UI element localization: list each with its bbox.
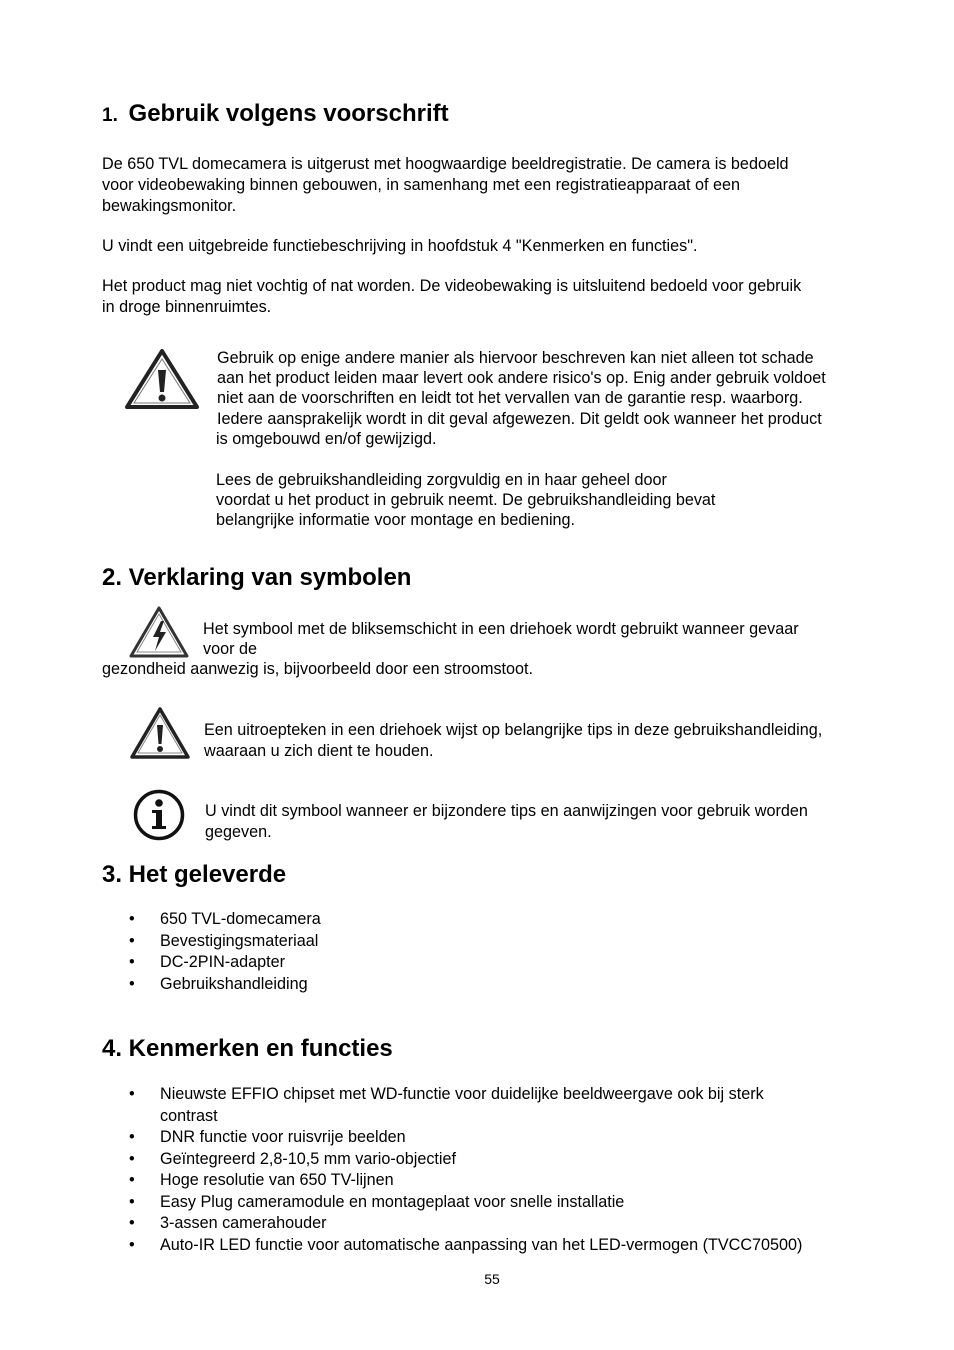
list-item: • Gebruikshandleiding [129,974,308,993]
text-line: voor de [203,640,257,658]
text-line: voordat u het product in gebruik neemt. De gebruikshandleiding bevat [216,491,716,509]
section-1-title: Gebruik volgens voorschrift [128,100,449,127]
lightning-triangle-icon [128,605,190,659]
text-line: Gebruik op enige andere manier als hiervoor beschreven kan niet alleen tot schade [217,349,814,367]
section-2-heading: 2. Verklaring van symbolen [102,564,412,591]
page-number: 55 [484,1271,500,1287]
text-line: Lees de gebruikshandleiding zorgvuldig en in haar geheel door [216,471,667,489]
text-line: niet aan de voorschriften en leidt tot het vervallen van de garantie resp. waarborg. [217,389,803,407]
text-line: Het product mag niet vochtig of nat worden. De videobewaking is uitsluitend bedoeld voor gebruik [102,277,802,295]
text-line: Het symbool met de bliksemschicht in een driehoek wordt gebruikt wanneer gevaar [203,620,799,638]
text-line: gezondheid aanwezig is, bijvoorbeeld door een stroomstoot. [102,660,534,678]
list-item: • Geïntegreerd 2,8-10,5 mm vario-objectief [129,1149,457,1168]
section-4-heading: 4. Kenmerken en functies [102,1035,393,1062]
text-line: De 650 TVL domecamera is uitgerust met hoogwaardige beeldregistratie. De camera is bedoeld [102,155,789,173]
reference-paragraph: U vindt een uitgebreide functiebeschrijving in hoofdstuk 4 "Kenmerken en functies". [102,237,698,255]
text-line: gegeven. [205,823,272,841]
text-line: U vindt dit symbool wanneer er bijzondere tips en aanwijzingen voor gebruik worden [205,802,808,820]
list-item: • DNR functie voor ruisvrije beelden [129,1128,406,1146]
list-item: • Auto-IR LED functie voor automatische aanpassing van het LED-vermogen (TVCC70500) [129,1235,803,1254]
text-line: waaraan u zich dient te houden. [204,742,434,760]
text-line: voor videobewaking binnen gebouwen, in samenhang met een registratieapparaat of een [102,176,741,194]
text-line: is omgebouwd en/of gewijzigd. [216,430,437,448]
exclamation-triangle-icon [129,706,191,760]
section-3-heading: 3. Het geleverde [102,861,287,888]
info-circle-icon [132,788,186,842]
list-item: • DC-2PIN-adapter [129,953,286,971]
text-line: in droge binnenruimtes. [102,298,272,316]
warning-triangle-icon [124,348,200,410]
section-1-heading [102,100,449,130]
list-item: • Easy Plug cameramodule en montageplaat voor snelle installatie [129,1192,625,1211]
list-item: • Bevestigingsmateriaal [129,931,319,950]
list-item: • 650 TVL-domecamera [129,910,321,928]
list-item: • Nieuwste EFFIO chipset met WD-functie voor duidelijke beeldweergave ook bij sterk contrast [129,1085,764,1125]
features-list [102,1084,802,1256]
text-line: Een uitroepteken in een driehoek wijst op belangrijke tips in deze gebruikshandleiding, [204,721,823,739]
text-line: belangrijke informatie voor montage en bediening. [216,511,576,529]
text-line: Iedere aansprakelijk wordt in dit geval afgewezen. Dit geldt ook wanneer het product [217,410,822,428]
text-line: aan het product leiden maar levert ook andere risico's op. Enig ander gebruik voldoet [217,369,826,387]
list-item: • Hoge resolutie van 650 TV-lijnen [129,1171,394,1189]
text-line: bewakingsmonitor. [102,197,237,215]
section-1-number: 1. [102,105,118,126]
list-item: • 3-assen camerahouder [129,1214,327,1232]
delivery-list [102,909,321,995]
